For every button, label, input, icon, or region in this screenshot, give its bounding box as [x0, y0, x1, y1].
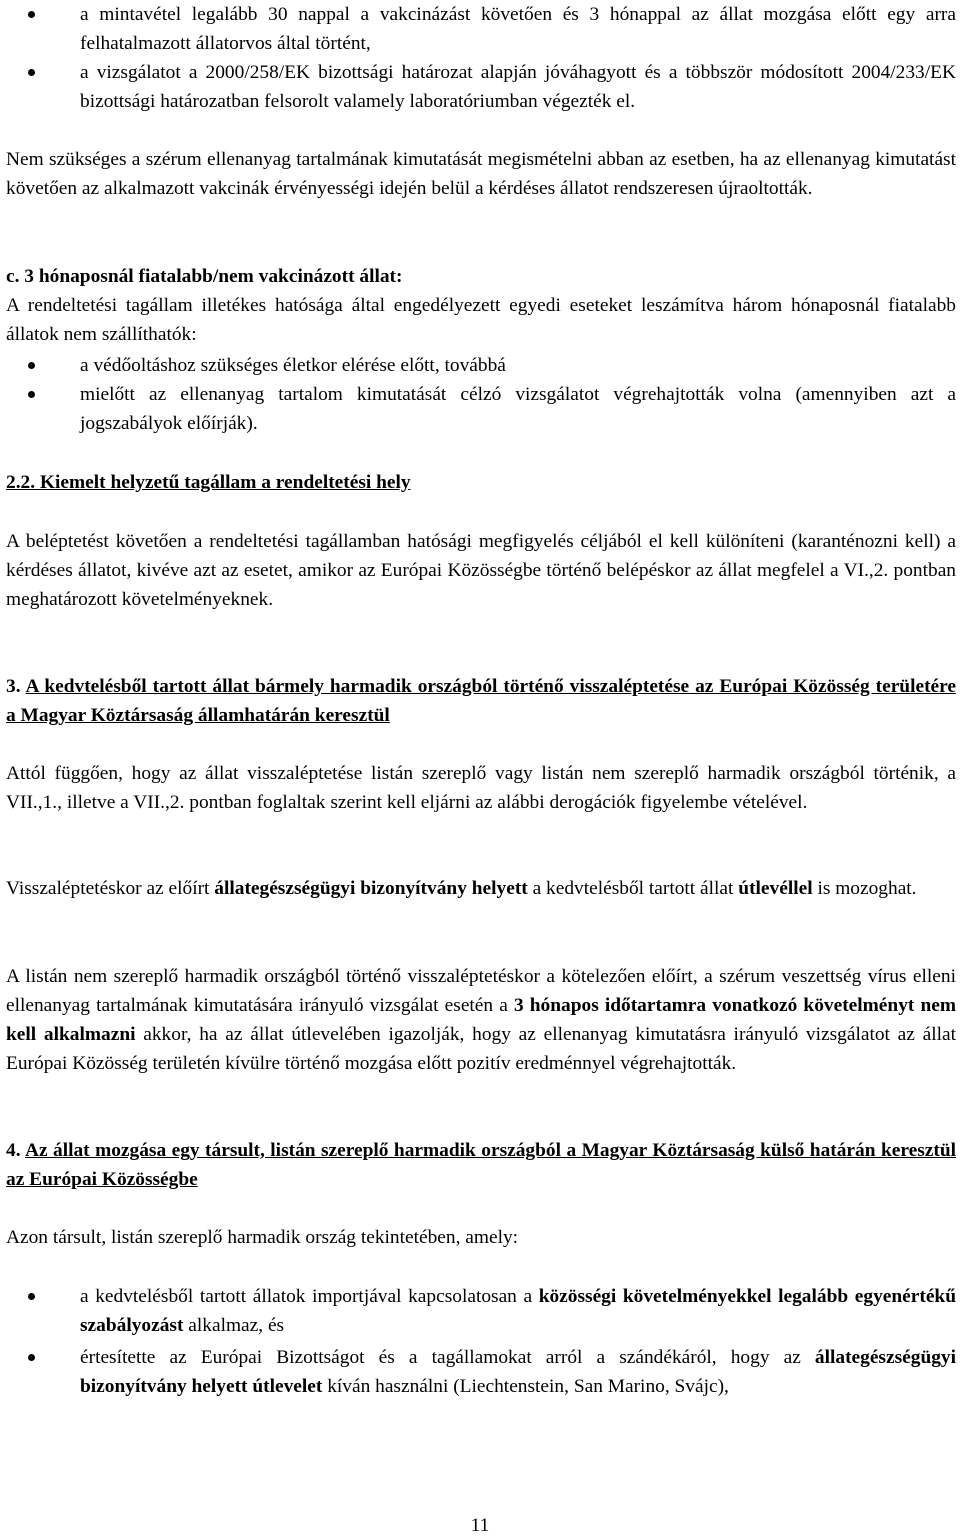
section-3-paragraph-2: Visszaléptetéskor az előírt állategészségügyi bizonyítvány helyett a kedvtelésből tartott állat útlevéllel is mozoghat. — [6, 878, 917, 899]
section-4-list — [6, 1282, 956, 1401]
section-c-list — [6, 351, 956, 438]
bullet-icon — [28, 362, 35, 369]
list-item: a védőoltáshoz szükséges életkor elérése előtt, továbbá — [6, 351, 956, 380]
section-3-heading: 3. A kedvtelésből tartott állat bármely harmadik országból történő visszaléptetése az Európai Közösség területére a Magyar Köztársaság államhatárán keresztül — [6, 676, 957, 726]
bullet-icon — [28, 391, 35, 398]
list-item: a mintavétel legalább 30 nappal a vakcinázást követően és 3 hónappal az állat mozgása előtt egy arra felhatalmazott állatorvos által történt, — [6, 0, 956, 58]
section-c-text: A rendeltetési tagállam illetékes hatósága által engedélyezett egyedi eseteket leszámítva három hónaposnál fiatalabb állatok nem szállíthatók: — [6, 295, 956, 345]
bullet-list-top — [6, 0, 956, 116]
page-number: 11 — [470, 1515, 490, 1536]
section-2-2-text: A beléptetést követően a rendeltetési tagállamban hatósági megfigyelés céljából el kell különíteni (karanténozni kell) a kérdéses állatot, kivéve azt az esetet, amikor az Európai Közösségbe történő belépéskor az állat megfelel a VI.,2. pontban meghatározott követelményeknek. — [6, 531, 956, 610]
section-3-paragraph-1: Attól függően, hogy az állat visszaléptetése listán szereplő vagy listán nem szereplő harmadik országból történik, a VII.,1., illetve a VII.,2. pontban foglaltak szerint kell eljárni az alábbi derogációk figyelembe vételével. — [6, 763, 956, 813]
list-item: a vizsgálatot a 2000/258/EK bizottsági határozat alapján jóváhagyott és a többször módosított 2004/233/EK bizottsági határozatban felsorolt valamely laboratóriumban végezték el. — [6, 58, 956, 116]
list-item: a kedvtelésből tartott állatok importjával kapcsolatosan a közösségi követelményekkel legalább egyenértékű szabályozást alkalmaz, és — [6, 1282, 956, 1340]
list-item: mielőtt az ellenanyag tartalom kimutatását célzó vizsgálatot végrehajtották volna (amennyiben azt a jogszabályok előírják). — [6, 380, 956, 438]
bullet-icon — [28, 69, 35, 76]
section-4-intro: Azon társult, listán szereplő harmadik ország tekintetében, amely: — [6, 1227, 519, 1248]
section-4-heading: 4. Az állat mozgása egy társult, listán szereplő harmadik országból a Magyar Köztársaság külső határán keresztül az Európai Közösségbe — [6, 1140, 956, 1190]
section-c-heading: c. 3 hónaposnál fiatalabb/nem vakcinázott állat: — [6, 266, 403, 287]
section-2-2-heading: 2.2. Kiemelt helyzetű tagállam a rendeltetési hely — [6, 472, 411, 493]
section-3-paragraph-3: A listán nem szereplő harmadik országból történő visszaléptetéskor a kötelezően előírt, a szérum veszettség vírus elleni ellenanyag tartalmának kimutatására irányuló vizsgálat esetén a 3 hónapos időtartamra vonatkozó követelményt nem kell alkalmazni akkor, ha az állat útlevelében igazolják, hogy az ellenanyag kimutatásra irányuló vizsgálatot az állat Európai Közösség területén kívülre történő mozgása előtt pozitív eredménnyel végrehajtották. — [6, 966, 957, 1074]
paragraph-reoltas: Nem szükséges a szérum ellenanyag tartalmának kimutatását megismételni abban az esetben, ha az ellenanyag kimutatást követően az alkalmazott vakcinák érvényességi idején belül a kérdéses állatot rendszeresen újraoltották. — [6, 149, 956, 199]
bullet-icon — [28, 1293, 35, 1300]
bullet-icon — [28, 11, 35, 18]
list-item: értesítette az Európai Bizottságot és a tagállamokat arról a szándékáról, hogy az állategészségügyi bizonyítvány helyett útlevelet kíván használni (Liechtenstein, San Marino, Svájc), — [6, 1343, 956, 1401]
bullet-icon — [28, 1354, 35, 1361]
